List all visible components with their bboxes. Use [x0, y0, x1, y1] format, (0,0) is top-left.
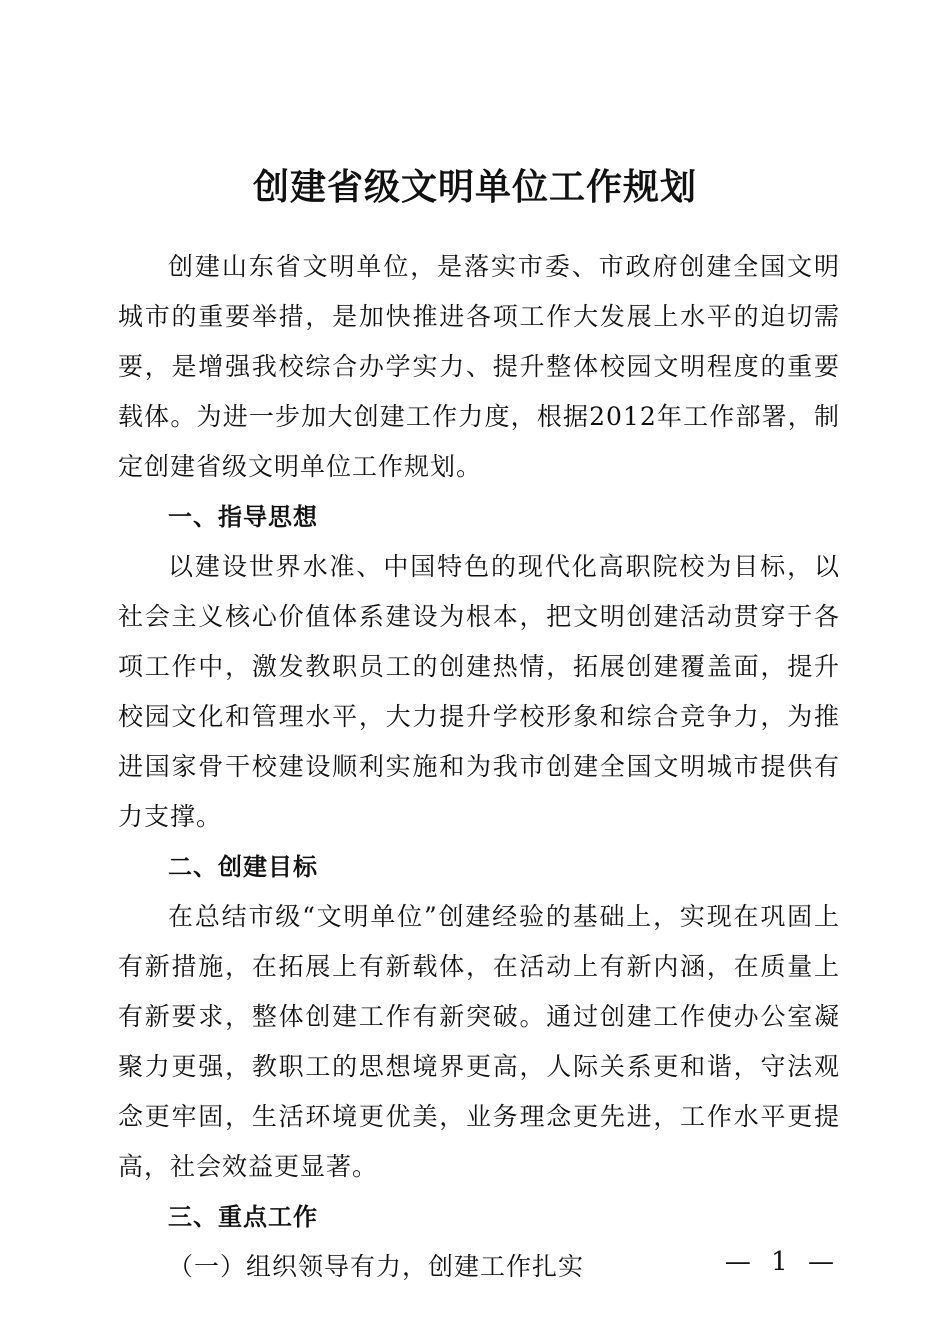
intro-paragraph: 创建山东省文明单位，是落实市委、市政府创建全国文明城市的重要举措，是加快推进各项工作大发展上水平的迫切需要，是增强我校综合办学实力、提升整体校园文明程度的重要载体。为进一步加大创建工作力度，根据2012年工作部署，制定创建省级文明单位工作规划。 [118, 252, 840, 481]
subsection-heading-organization: （一）组织领导有力，创建工作扎实 [168, 1252, 585, 1281]
section-heading-goals: 二、创建目标 [168, 853, 318, 881]
document-body [118, 242, 840, 1292]
section-text-goals: 在总结市级“文明单位”创建经验的基础上，实现在巩固上有新措施，在拓展上有新载体，在活动上有新内涵，在质量上有新要求，整体创建工作有新突破。通过创建工作使办公室凝聚力更强，教职工的思想境界更高，人际关系更和谐，守法观念更牢固，生活环境更优美，业务理念更先进，工作水平更提高，社会效益更显著。 [118, 902, 840, 1181]
document-title: 创建省级文明单位工作规划 [252, 166, 697, 208]
section-text-guiding-ideology: 以建设世界水准、中国特色的现代化高职院校为目标，以社会主义核心价值体系建设为根本，把文明创建活动贯穿于各项工作中，激发教职员工的创建热情，拓展创建覆盖面，提升校园文化和管理水平，大力提升学校形象和综合竞争力，为推进国家骨干校建设顺利实施和为我市创建全国文明城市提供有力支撑。 [118, 552, 840, 831]
section-heading-guiding-ideology: 一、指导思想 [168, 503, 318, 531]
section-heading-key-work: 三、重点工作 [168, 1203, 318, 1231]
page-number: — 1 — [724, 1247, 840, 1277]
